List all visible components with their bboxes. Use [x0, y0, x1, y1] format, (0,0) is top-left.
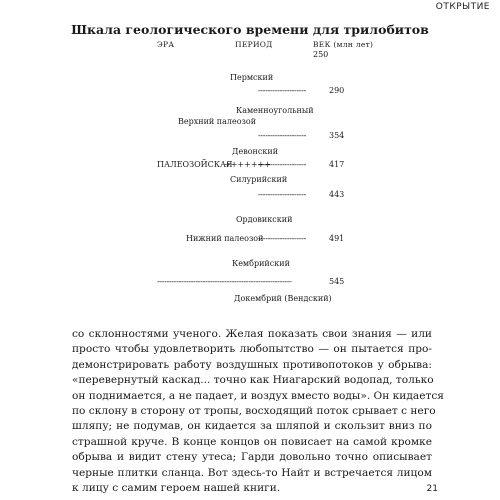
text-line: просто чтобы удовлетворить любопытство — он пытается про- — [72, 343, 432, 356]
column-period-label: ПЕРИОД — [235, 40, 273, 49]
period-precambrian: Докембрий (Вендский) — [234, 294, 332, 303]
age-545: 545 — [329, 277, 345, 286]
boundary-line: -------------------- — [258, 86, 307, 95]
subera-upper-paleozoic: Верхний палеозой — [178, 117, 257, 126]
boundary-line: -------------------- — [258, 234, 307, 243]
subera-lower-paleozoic: Нижний палеозой — [186, 234, 264, 243]
boundary-line: -------------------- — [258, 131, 307, 140]
text-line: «перевернутый каскад... точно как Ниагарский водопад, только — [72, 374, 434, 387]
text-line: со склонностями ученого. Желая показать свои знания — или — [72, 328, 432, 340]
boundary-line: -------------------- — [258, 160, 307, 169]
age-354: 354 — [329, 131, 345, 140]
text-line: шляпу; не подумав, он кидается за шляпой и скользит вниз по — [72, 420, 432, 433]
text-line: к лицу с самим героем нашей книги. — [72, 482, 281, 495]
text-line: демонстрировать работу воздушных противопотоков у обрыва: — [72, 358, 432, 371]
text-line: он поднимается, а не падает, и воздух вместо воды». Он кидается — [72, 389, 444, 402]
period-carboniferous: Каменноугольный — [236, 106, 314, 115]
column-era-label: ЭРА — [157, 40, 175, 49]
period-ordovician: Ордовикский — [236, 215, 293, 224]
age-290: 290 — [329, 86, 345, 95]
age-491: 491 — [329, 234, 345, 243]
start-age: 250 — [313, 50, 329, 59]
page-number: 21 — [426, 484, 438, 494]
column-age-label: ВЕК (млн лет) — [313, 40, 374, 49]
period-silurian: Силурийский — [230, 175, 288, 184]
table-title: Шкала геологического времени для трилобитов — [71, 22, 429, 37]
age-443: 443 — [329, 190, 345, 199]
boundary-line: -------------------- — [258, 190, 307, 199]
text-line: по склону в сторону от тропы, восходящий поток срывает с него — [72, 405, 436, 418]
text-line: черные плитки сланца. Вот здесь-то Найт и встречается лицом — [72, 466, 432, 479]
period-permian: Пермский — [230, 73, 274, 82]
text-line: страшной круче. В конце концов он повисает на самой кромке — [72, 435, 432, 448]
period-cambrian: Кембрийский — [232, 259, 290, 268]
era-marker: +++++++ — [224, 160, 271, 169]
running-header: ОТКРЫТИЕ — [435, 2, 490, 12]
era-paleozoic: ПАЛЕОЗОЙСКАЯ — [157, 160, 233, 169]
text-line: обрыва и видит стену утеса; Гарди довольно точно описывает — [72, 451, 432, 464]
boundary-line-long: -------------------------------------------------------- — [157, 277, 292, 286]
body-text — [72, 327, 444, 496]
period-devonian: Девонский — [232, 147, 279, 156]
age-417: 417 — [329, 160, 345, 169]
